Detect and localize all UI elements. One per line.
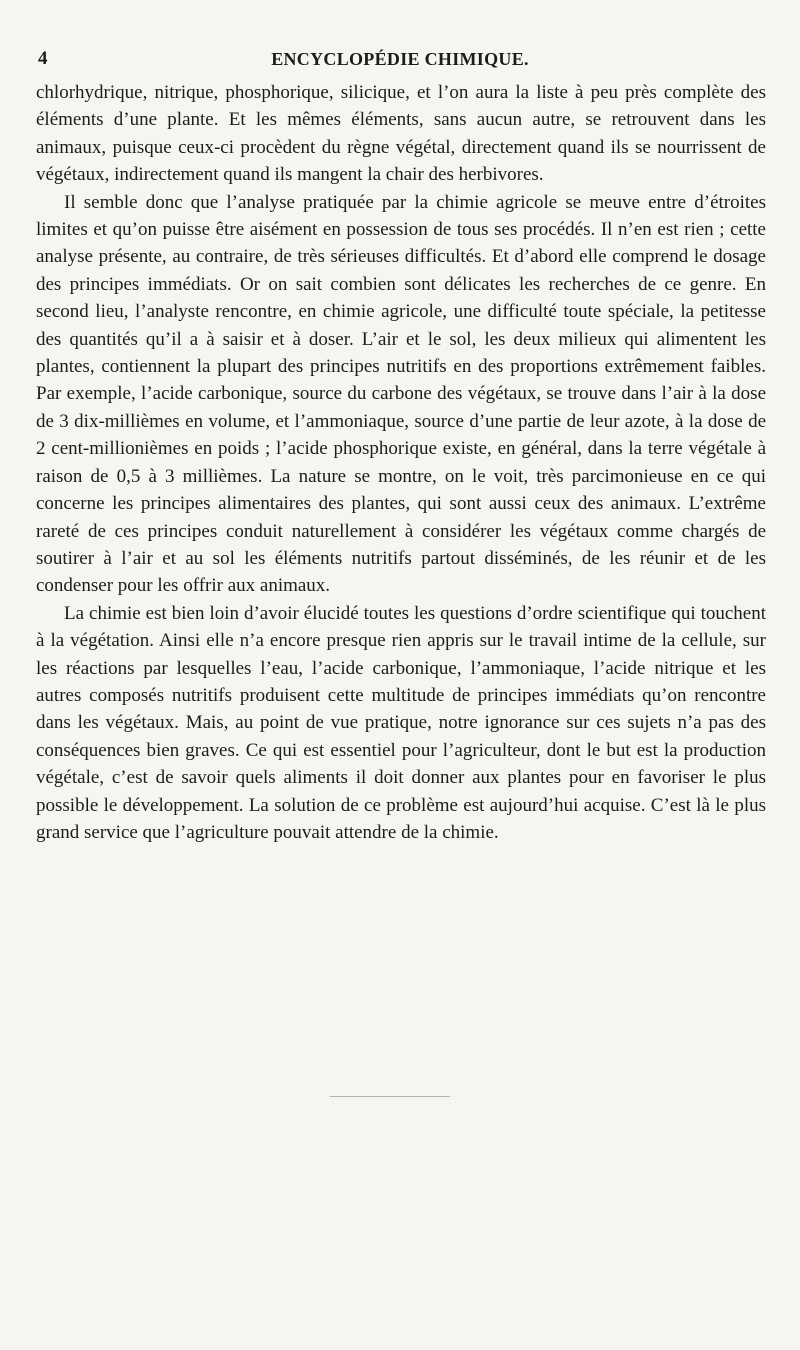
- running-title: ENCYCLOPÉDIE CHIMIQUE.: [271, 48, 529, 69]
- body-text: [36, 79, 766, 846]
- paragraph-3: La chimie est bien loin d’avoir élucidé toutes les questions d’ordre scientifique qui touchent à la végétation. Ainsi elle n’a encore presque rien appris sur le travail intime de la cellule, sur les réactions par lesquelles l’eau, l’acide carbonique, l’ammoniaque, l’acide nitrique et les autres composés nutritifs produisent cette multitude de principes immédiats qu’on rencontre dans les végétaux. Mais, au point de vue pratique, notre ignorance sur ces sujets n’a pas des conséquences bien graves. Ce qui est essentiel pour l’agriculteur, dont le but est la production végétale, c’est de savoir quels aliments il doit donner aux plantes pour en favoriser le plus possible le développement. La solution de ce problème est aujourd’hui acquise. C’est là le plus grand service que l’agriculture pouvait attendre de la chimie.: [36, 602, 766, 843]
- paragraph-1: chlorhydrique, nitrique, phosphorique, silicique, et l’on aura la liste à peu près complète des éléments d’une plante. Et les mêmes éléments, sans aucun autre, se retrouvent dans les animaux, puisque ceux-ci procèdent du règne végétal, directement quand ils se nourrissent de végétaux, indirectement quand ils mangent la chair des herbivores.: [36, 82, 766, 186]
- page-number: 4: [38, 48, 48, 69]
- paragraph-2: Il semble donc que l’analyse pratiquée par la chimie agricole se meuve entre d’étroites limites et qu’on puisse être aisément en possession de tous ses procédés. Il n’en est rien ; cette analyse présente, au contraire, de très sérieuses difficultés. Et d’abord elle comprend le dosage des principes immédiats. Or on sait combien sont délicates les recherches de ce genre. En second lieu, l’analyste rencontre, en chimie agricole, une difficulté toute spéciale, la petitesse des quantités qu’il a à saisir et à doser. L’air et le sol, les deux milieux qui alimentent les plantes, contiennent la plupart des principes nutritifs en des proportions extrêmement faibles. Par exemple, l’acide carbonique, source du carbone des végétaux, se trouve dans l’air à la dose de 3 dix-millièmes en volume, et l’ammoniaque, source d’une partie de leur azote, à la dose de 2 cent-millionièmes en poids ; l’acide phosphorique existe, en général, dans la terre végétale à raison de 0,5 à 3 millièmes. La nature se montre, on le voit, très parcimonieuse en ce qui concerne les principes alimentaires des plantes, qui sont aussi ceux des animaux. L’extrême rareté de ces principes conduit naturellement à considérer les végétaux comme chargés de soutirer à l’air et au sol les éléments nutritifs partout disséminés, de les réunir et de les condenser pour les offrir aux animaux.: [36, 191, 766, 597]
- page-header: [36, 44, 764, 74]
- faint-separator-rule: [330, 1096, 450, 1097]
